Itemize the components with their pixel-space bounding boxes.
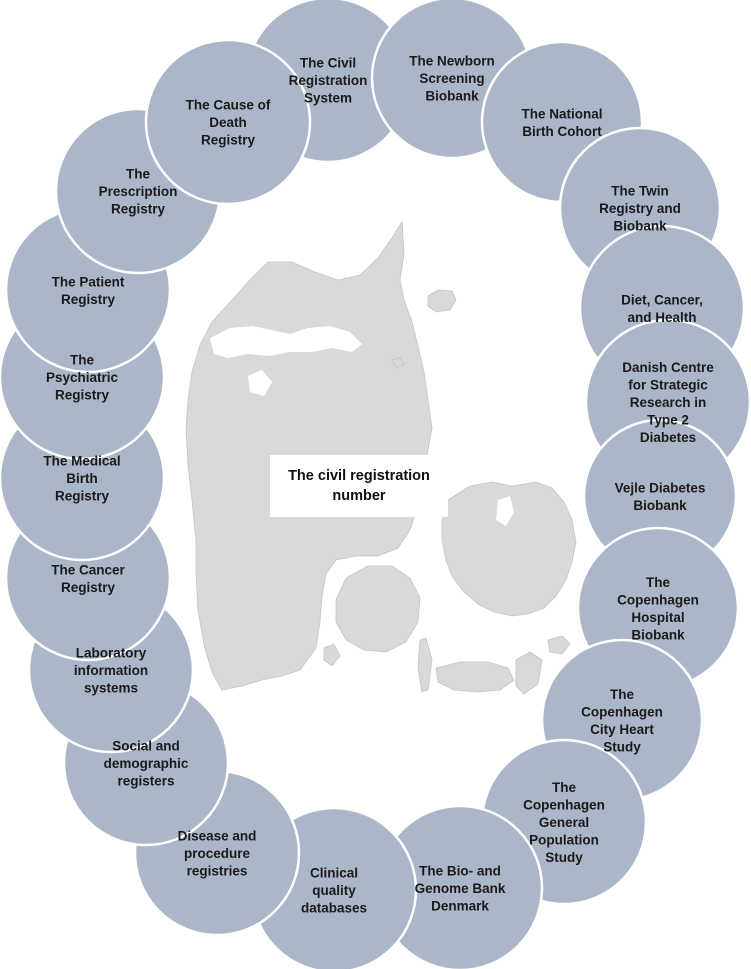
registry-label-danish-centre-diabetes: Danish Centre for Strategic Research in Type 2 Diabetes (622, 360, 714, 445)
registry-label-social-demographic-registers: Social and demographic registers (103, 738, 189, 789)
registry-label-bio-genome-bank: The Bio- and Genome Bank Denmark (414, 863, 506, 914)
registry-label-cancer-registry: The Cancer Registry (51, 562, 125, 595)
registry-label-vejle-diabetes-biobank: Vejle Diabetes Biobank (614, 480, 706, 513)
map-lolland (436, 662, 514, 692)
registry-label-copenhagen-general-population: The Copenhagen General Population Study (523, 780, 605, 865)
registry-label-diet-cancer-health: Diet, Cancer, and Health (621, 292, 703, 325)
registry-label-clinical-quality-databases: Clinical quality databases (300, 865, 368, 916)
registry-label-patient-registry: The Patient Registry (51, 274, 125, 307)
center-label: The civil registration number (288, 468, 430, 504)
center-label-box (270, 455, 448, 517)
map-als (324, 644, 340, 666)
map-langeland (418, 638, 432, 692)
registry-label-copenhagen-hospital-biobank: The Copenhagen Hospital Biobank (617, 574, 699, 643)
map-mon (548, 636, 570, 654)
registry-label-newborn-screening-biobank: The Newborn Screening Biobank (409, 53, 495, 104)
map-falster (516, 652, 542, 694)
registry-label-laboratory-information-systems: Laboratory information systems (73, 645, 149, 696)
registry-label-disease-procedure-registries: Disease and procedure registries (177, 828, 257, 879)
registry-label-twin-registry: The Twin Registry and Biobank (599, 183, 681, 234)
registry-label-prescription-registry: The Prescription Registry (98, 166, 178, 217)
registry-label-copenhagen-city-heart: The Copenhagen City Heart Study (581, 686, 663, 755)
registry-label-civil-registration-system: The Civil Registration System (288, 55, 368, 106)
map-bornholm (428, 290, 456, 312)
registry-label-psychiatric-registry: The Psychiatric Registry (45, 352, 119, 403)
registry-label-cause-of-death-registry: The Cause of Death Registry (185, 97, 271, 148)
registry-label-medical-birth-registry: The Medical Birth Registry (43, 453, 121, 504)
map-funen (336, 566, 420, 652)
registry-label-national-birth-cohort: The National Birth Cohort (521, 106, 603, 139)
